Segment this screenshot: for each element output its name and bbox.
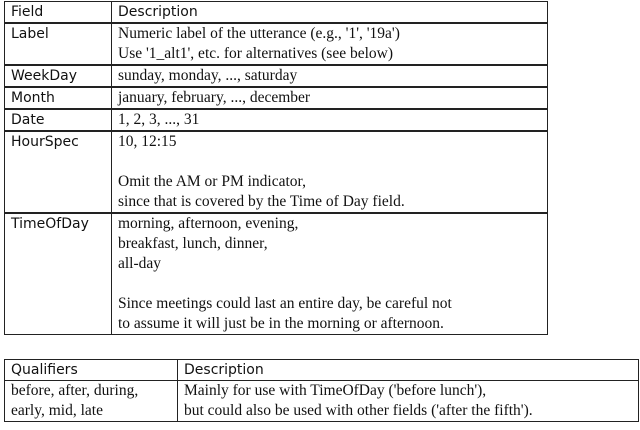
description-line: but could also be used with other fields ('after the fifth').	[184, 402, 533, 419]
qualifier-line: early, mid, late	[11, 402, 103, 419]
description-line: january, february, ..., december	[118, 89, 311, 106]
description-line: Use '1_alt1', etc. for alternatives (see below)	[118, 45, 394, 62]
fields-header-row	[5, 2, 548, 24]
table-row-timeofday	[5, 213, 548, 335]
description-line: all-day	[118, 255, 162, 272]
description-line: since that is covered by the Time of Day field.	[118, 193, 405, 210]
field-description	[112, 213, 548, 335]
qualifier-list	[5, 381, 178, 422]
field-name: Label	[5, 23, 112, 65]
description-line: 10, 12:15	[118, 133, 177, 150]
field-name: Month	[5, 87, 112, 109]
field-name: Date	[5, 109, 112, 131]
table-row-date	[5, 109, 548, 131]
qualifier-description	[178, 381, 639, 422]
description-line: breakfast, lunch, dinner,	[118, 235, 268, 252]
field-description	[112, 109, 548, 131]
description-line: morning, afternoon, evening,	[118, 215, 299, 232]
field-name: HourSpec	[5, 131, 112, 213]
field-name: TimeOfDay	[5, 213, 112, 335]
field-description	[112, 87, 548, 109]
qualifiers-header-row	[5, 360, 639, 381]
table-row-month	[5, 87, 548, 109]
description-line: to assume it will just be in the morning or afternoon.	[118, 315, 444, 332]
description-line: Numeric label of the utterance (e.g., '1', '19a')	[118, 25, 400, 42]
table-row-hourspec	[5, 131, 548, 213]
blank-line	[118, 274, 541, 294]
qualifier-line: before, after, during,	[11, 382, 139, 399]
qualifiers-table	[4, 359, 639, 422]
table-row-weekday	[5, 65, 548, 87]
header-description: Description	[112, 2, 548, 24]
field-name: WeekDay	[5, 65, 112, 87]
field-description	[112, 23, 548, 65]
description-line: 1, 2, 3, ..., 31	[118, 111, 200, 128]
fields-table	[4, 1, 548, 335]
field-description	[112, 65, 548, 87]
description-line: Omit the AM or PM indicator,	[118, 173, 306, 190]
field-description	[112, 131, 548, 213]
description-line: Since meetings could last an entire day, be careful not	[118, 295, 452, 312]
header-field: Field	[5, 2, 112, 24]
header-description: Description	[178, 360, 639, 381]
description-line: Mainly for use with TimeOfDay ('before lunch'),	[184, 382, 487, 399]
description-line: sunday, monday, ..., saturday	[118, 67, 298, 84]
table-row-qualifiers	[5, 381, 639, 422]
header-qualifiers: Qualifiers	[5, 360, 178, 381]
blank-line	[118, 152, 541, 172]
table-row-label	[5, 23, 548, 65]
